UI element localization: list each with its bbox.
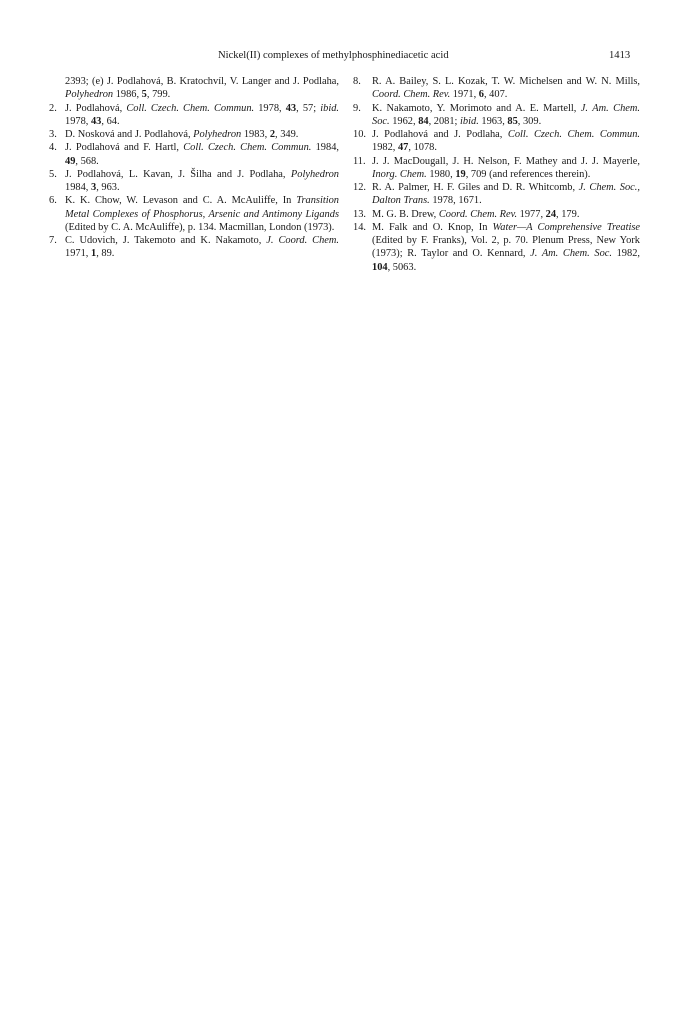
reference-number: 14.	[353, 221, 366, 233]
reference-text-run: J. Podlahová,	[65, 102, 127, 114]
reference-text-run: R. A. Bailey, S. L. Kozak, T. W. Michelsen and W. N. Mills,	[372, 76, 640, 87]
reference-text	[372, 222, 640, 273]
reference-text-run: J. Podlahová, L. Kavan, J. Šilha and J. Podlaha,	[65, 168, 291, 180]
reference-entry	[49, 141, 339, 168]
reference-volume: 1	[90, 248, 97, 260]
reference-text	[65, 195, 339, 233]
reference-entry	[49, 128, 339, 141]
reference-text-run: , 5063.	[387, 261, 417, 273]
reference-text-run: , 57;	[296, 102, 321, 114]
reference-entry	[353, 128, 640, 155]
reference-volume: 47	[397, 142, 409, 154]
reference-text	[65, 103, 339, 127]
reference-text-run: 1982,	[372, 142, 398, 154]
reference-italic-text: ibid.	[460, 115, 479, 127]
reference-text	[65, 76, 339, 100]
reference-entry	[353, 208, 640, 221]
reference-entry	[353, 181, 640, 208]
reference-text-run: 1962,	[389, 115, 419, 127]
reference-volume: 85	[507, 115, 518, 127]
reference-text-run: C. Udovich, J. Takemoto and K. Nakamoto,	[65, 235, 267, 246]
reference-volume: 3	[90, 182, 97, 193]
reference-text	[65, 235, 339, 259]
reference-text	[372, 129, 640, 153]
reference-text	[372, 209, 579, 220]
reference-italic-text: J. Coord. Chem.	[266, 235, 339, 246]
reference-volume: 6	[478, 89, 484, 101]
reference-text-run: 1971,	[450, 89, 479, 101]
reference-italic-text: Polyhedron	[65, 89, 114, 101]
reference-text-run: K. K. Chow, W. Levason and C. A. McAuliffe, In	[65, 195, 297, 207]
reference-text-run: K. Nakamoto, Y. Morimoto and A. E. Martell,	[372, 102, 581, 114]
references-right-column	[353, 75, 640, 274]
reference-number: 6.	[49, 195, 57, 207]
reference-text-run: J. Podlahová and J. Podlaha,	[372, 129, 508, 140]
reference-text-run: , 963.	[96, 182, 120, 193]
reference-volume: 49	[65, 155, 76, 167]
reference-text-run: 1984,	[65, 182, 91, 193]
reference-text-run: 1963,	[478, 115, 508, 127]
reference-entry	[49, 102, 339, 129]
reference-volume: 43	[90, 115, 102, 127]
reference-text-run: , 89.	[96, 248, 115, 260]
reference-italic-text: Coll. Czech. Chem. Commun.	[183, 142, 312, 154]
reference-text-run: (Edited by F. Franks), Vol. 2, p. 70. Plenum Press, New York (1973); R. Taylor and O. Kennard,	[372, 235, 640, 260]
reference-entry	[49, 168, 339, 195]
reference-text	[65, 129, 298, 140]
reference-text-run: 1978,	[254, 102, 286, 114]
reference-text-run: , 799.	[146, 89, 171, 101]
reference-text-run: 1980,	[426, 168, 456, 180]
reference-text-run: , 179.	[556, 208, 580, 220]
reference-entry	[49, 194, 339, 234]
reference-italic-text: J. Chem. Soc., Dalton Trans.	[372, 182, 640, 207]
reference-italic-text: Polyhedron	[193, 129, 242, 140]
reference-number: 11.	[353, 155, 366, 167]
reference-volume: 43	[285, 102, 297, 114]
reference-text-run: J. J. MacDougall, J. H. Nelson, F. Mathey and J. J. Mayerle,	[372, 155, 640, 167]
reference-volume: 2	[269, 129, 276, 140]
reference-entry	[353, 155, 640, 182]
reference-text-run: 1978, 1671.	[429, 195, 482, 207]
reference-text	[65, 142, 339, 166]
reference-number: 12.	[353, 182, 366, 193]
reference-number: 13.	[353, 208, 366, 220]
reference-text-run: 1978,	[65, 115, 91, 127]
reference-italic-text: Coord. Chem. Rev.	[372, 89, 451, 101]
reference-number: 8.	[353, 76, 361, 87]
page-number: 1413	[609, 50, 631, 61]
reference-italic-text: ibid.	[320, 102, 339, 114]
reference-volume: 5	[141, 89, 147, 101]
reference-text	[65, 169, 339, 193]
running-title: Nickel(II) complexes of methylphosphinediacetic acid	[218, 50, 449, 61]
reference-text-run: , 349.	[275, 129, 299, 140]
reference-text-run: , 568.	[75, 155, 99, 167]
reference-volume: 24	[545, 208, 557, 220]
reference-volume: 84	[418, 115, 429, 127]
reference-text-run: 1977,	[517, 208, 546, 220]
reference-italic-text: Inorg. Chem.	[372, 168, 427, 180]
reference-volume: 19	[455, 168, 466, 180]
reference-number: 5.	[49, 168, 57, 180]
reference-volume: 104	[372, 261, 388, 273]
reference-text-run: , 309.	[517, 115, 542, 127]
reference-italic-text: Coll. Czech. Chem. Commun.	[507, 129, 640, 140]
reference-text	[372, 103, 640, 127]
reference-number: 2.	[49, 102, 57, 114]
reference-text-run: , 2081;	[428, 115, 461, 127]
reference-italic-text: Water—A Comprehensive Treatise	[492, 221, 640, 233]
reference-entry	[353, 221, 640, 274]
reference-italic-text: Coord. Chem. Rev.	[438, 208, 518, 220]
reference-italic-text: J. Am. Chem. Soc.	[372, 102, 640, 127]
reference-text	[372, 76, 640, 100]
reference-italic-text: Polyhedron	[290, 168, 339, 180]
reference-text-run: D. Nosková and J. Podlahová,	[65, 129, 194, 140]
reference-text-run: , 709 (and references therein).	[465, 168, 591, 180]
reference-text-run: 1982,	[611, 248, 640, 260]
reference-text	[372, 156, 640, 180]
reference-text-run: (Edited by C. A. McAuliffe), p. 134. Macmillan, London (1973).	[65, 221, 335, 233]
reference-text	[372, 182, 640, 206]
reference-entry	[353, 102, 640, 129]
reference-number: 7.	[49, 235, 57, 246]
reference-text-run: M. G. B. Drew,	[372, 208, 439, 220]
reference-text-run: 1971,	[65, 248, 91, 260]
reference-entry	[49, 75, 339, 102]
reference-number: 4.	[49, 142, 57, 154]
reference-number: 3.	[49, 129, 57, 140]
reference-text-run: R. A. Palmer, H. F. Giles and D. R. Whitcomb,	[372, 182, 579, 193]
reference-italic-text: J. Am. Chem. Soc.	[530, 248, 612, 260]
references-left-column	[49, 75, 339, 261]
reference-entry	[49, 234, 339, 261]
reference-italic-text: Transition Metal Complexes of Phosphorus, Arsenic and Antimony Ligands	[65, 195, 339, 220]
reference-text-run: J. Podlahová and F. Hartl,	[65, 142, 184, 154]
reference-text-run: , 64.	[101, 115, 120, 127]
reference-entry	[353, 75, 640, 102]
reference-text-run: , 1078.	[408, 142, 437, 154]
reference-text-run: 1984,	[311, 142, 339, 154]
reference-number: 10.	[353, 129, 366, 140]
reference-text-run: , 407.	[483, 89, 508, 101]
reference-text-run: 2393; (e) J. Podlahová, B. Kratochvíl, V. Langer and J. Podlaha,	[65, 76, 339, 87]
reference-text-run: M. Falk and O. Knop, In	[372, 221, 493, 233]
reference-text-run: 1986,	[113, 89, 142, 101]
reference-italic-text: Coll. Czech. Chem. Commun.	[126, 102, 255, 114]
reference-text-run: 1983,	[241, 129, 270, 140]
reference-number: 9.	[353, 102, 361, 114]
